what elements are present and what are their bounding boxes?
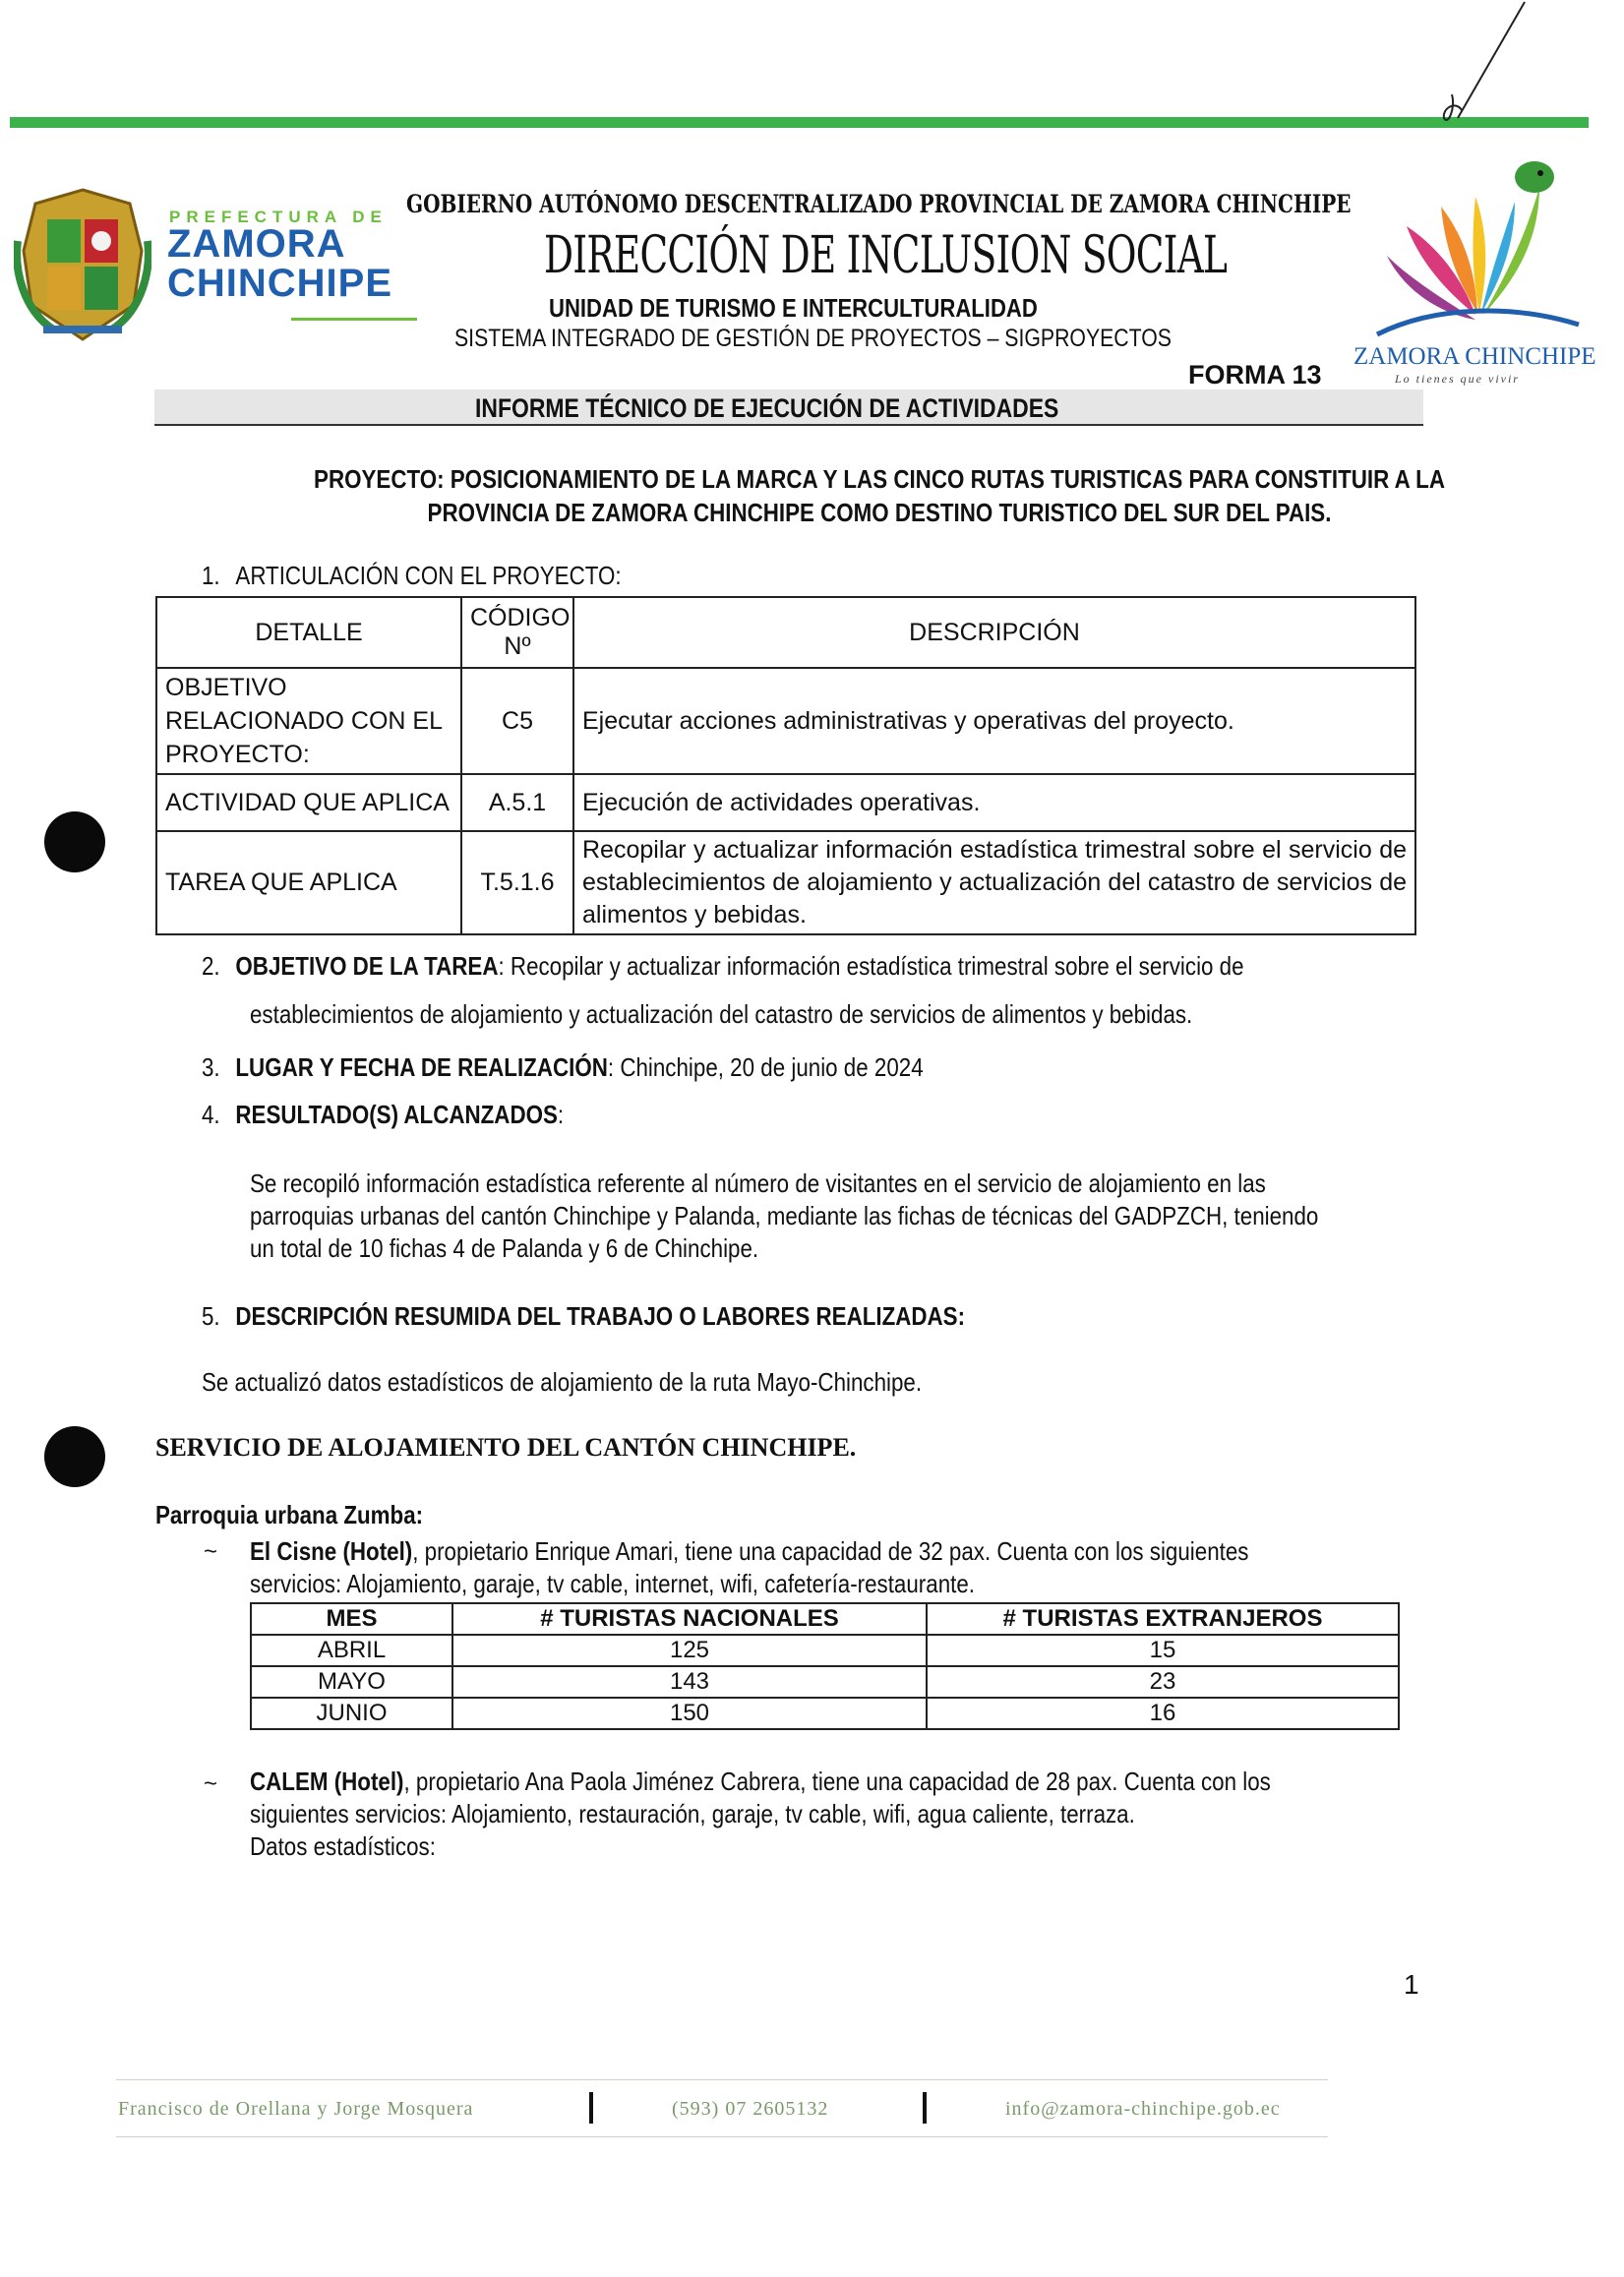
header-detalle: DETALLE	[156, 597, 461, 668]
footer-address: Francisco de Orellana y Jorge Mosquera	[118, 2098, 474, 2120]
brand-tagline: Lo tienes que vivir	[1395, 372, 1520, 386]
section-4-colon: :	[557, 1100, 565, 1129]
signature-mark	[1397, 0, 1534, 138]
bullet-1: ~	[204, 1538, 218, 1565]
informe-title: INFORME TÉCNICO DE EJECUCIÓN DE ACTIVIDADES	[475, 393, 1059, 423]
header-mes: MES	[251, 1603, 452, 1635]
prefectura-name-line-2: CHINCHIPE	[167, 262, 393, 305]
sistema-title: SISTEMA INTEGRADO DE GESTIÓN DE PROYECTOS – SIGPROYECTOS	[454, 325, 1172, 352]
direccion-title: DIRECCIÓN DE INCLUSION SOCIAL	[544, 226, 1228, 285]
cell-mes: JUNIO	[251, 1698, 452, 1729]
cell-mes: ABRIL	[251, 1635, 452, 1666]
brand-name: ZAMORA CHINCHIPE	[1353, 343, 1596, 370]
row-descripcion: Recopilar y actualizar información estadística trimestral sobre el servicio de establecimientos de alojamiento y actualización del catastro de servicios de alimentos y bebidas.	[573, 831, 1415, 934]
footer-separator	[923, 2092, 927, 2124]
section-3-label: LUGAR Y FECHA DE REALIZACIÓN	[235, 1052, 608, 1082]
section-4-line-1: Se recopiló información estadística referente al número de visitantes en el servicio de alojamiento en las	[250, 1168, 1266, 1198]
page-number: 1	[1404, 1969, 1419, 2000]
hotel-1-name: El Cisne (Hotel)	[250, 1536, 413, 1566]
section-2-text-2: establecimientos de alojamiento y actualización del catastro de servicios de alimentos y bebidas.	[250, 999, 1193, 1029]
prefectura-underline	[291, 318, 417, 321]
cell-nacionales: 143	[452, 1666, 927, 1698]
gobierno-title: GOBIERNO AUTÓNOMO DESCENTRALIZADO PROVINCIAL DE ZAMORA CHINCHIPE	[406, 190, 1352, 218]
row-descripcion: Ejecución de actividades operativas.	[573, 774, 1415, 831]
cell-nacionales: 125	[452, 1635, 927, 1666]
row-codigo: T.5.1.6	[461, 831, 573, 934]
informe-rule	[154, 424, 1423, 426]
row-detalle: TAREA QUE APLICA	[156, 831, 461, 934]
table-row	[251, 1635, 1399, 1666]
section-4-number: 4.	[202, 1100, 220, 1129]
unidad-title: UNIDAD DE TURISMO E INTERCULTURALIDAD	[549, 293, 1038, 323]
section-1-heading	[202, 561, 622, 591]
bullet-2: ~	[204, 1770, 218, 1797]
prefectura-name-line-1: ZAMORA	[167, 222, 346, 266]
section-5	[202, 1301, 965, 1332]
proyecto-line-2: PROVINCIA DE ZAMORA CHINCHIPE COMO DESTINO TURISTICO DEL SUR DEL PAIS.	[427, 498, 1332, 527]
section-1-title: ARTICULACIÓN CON EL PROYECTO:	[235, 561, 622, 590]
footer-email: info@zamora-chinchipe.gob.ec	[1005, 2098, 1281, 2120]
table-row	[156, 774, 1415, 831]
header-codigo: CÓDIGO Nº	[461, 597, 573, 668]
cell-mes: MAYO	[251, 1666, 452, 1698]
hotel-2-name: CALEM (Hotel)	[250, 1767, 404, 1796]
section-5-label: DESCRIPCIÓN RESUMIDA DEL TRABAJO O LABORES REALIZADAS:	[235, 1301, 966, 1331]
section-2-text-1: : Recopilar y actualizar información estadística trimestral sobre el servicio de	[498, 951, 1244, 981]
stats-header-row	[251, 1603, 1399, 1635]
table-row	[156, 668, 1415, 774]
header-descripcion: DESCRIPCIÓN	[573, 597, 1415, 668]
table-row	[251, 1666, 1399, 1698]
section-4-label: RESULTADO(S) ALCANZADOS	[235, 1100, 558, 1129]
cell-extranjeros: 23	[927, 1666, 1399, 1698]
header-extranjeros: # TURISTAS EXTRANJEROS	[927, 1603, 1399, 1635]
hotel-1-stats-table	[250, 1602, 1400, 1730]
servicio-title: SERVICIO DE ALOJAMIENTO DEL CANTÓN CHINCHIPE.	[155, 1433, 857, 1462]
hotel-2-text: , propietario Ana Paola Jiménez Cabrera, tiene una capacidad de 28 pax. Cuenta con los	[403, 1767, 1271, 1796]
parroquia-title: Parroquia urbana Zumba:	[155, 1500, 424, 1529]
section-3-text: : Chinchipe, 20 de junio de 2024	[607, 1052, 924, 1082]
section-2	[202, 951, 1244, 982]
row-descripcion: Ejecutar acciones administrativas y operativas del proyecto.	[573, 668, 1415, 774]
hotel-1-line-2: servicios: Alojamiento, garaje, tv cable, internet, wifi, cafetería-restaurante.	[250, 1569, 975, 1598]
footer-rule-top	[116, 2079, 1328, 2080]
prefectura-label: PREFECTURA DE	[169, 208, 388, 226]
section-5-text: Se actualizó datos estadísticos de alojamiento de la ruta Mayo-Chinchipe.	[202, 1367, 923, 1397]
section-2-number: 2.	[202, 951, 220, 981]
section-4	[202, 1100, 564, 1130]
articulacion-table	[155, 596, 1416, 935]
table-row	[251, 1698, 1399, 1729]
hotel-1-line-1	[250, 1536, 1248, 1567]
footer-phone: (593) 07 2605132	[672, 2098, 829, 2120]
table-row	[156, 831, 1415, 934]
row-codigo: C5	[461, 668, 573, 774]
header-nacionales: # TURISTAS NACIONALES	[452, 1603, 927, 1635]
section-4-line-2: parroquias urbanas del cantón Chinchipe y Palanda, mediante las fichas de técnicas del GADPZCH, teniendo	[250, 1201, 1319, 1230]
header-green-bar	[10, 117, 1589, 128]
cell-extranjeros: 15	[927, 1635, 1399, 1666]
prefectura-name	[167, 224, 392, 303]
row-detalle: ACTIVIDAD QUE APLICA	[156, 774, 461, 831]
cell-extranjeros: 16	[927, 1698, 1399, 1729]
section-4-line-3: un total de 10 fichas 4 de Palanda y 6 de Chinchipe.	[250, 1233, 759, 1263]
section-5-number: 5.	[202, 1301, 220, 1331]
row-codigo: A.5.1	[461, 774, 573, 831]
row-detalle: OBJETIVO RELACIONADO CON EL PROYECTO:	[156, 668, 461, 774]
section-3-number: 3.	[202, 1052, 220, 1082]
hotel-2-line-2: siguientes servicios: Alojamiento, restauración, garaje, tv cable, wifi, agua caliente, terraza.	[250, 1799, 1135, 1828]
section-1-number: 1.	[202, 561, 220, 590]
coat-of-arms-icon	[14, 182, 151, 349]
zamora-chinchipe-brand-logo-icon	[1367, 148, 1589, 344]
proyecto-line-1: PROYECTO: POSICIONAMIENTO DE LA MARCA Y LAS CINCO RUTAS TURISTICAS PARA CONSTITUIR A LA	[314, 464, 1445, 494]
hotel-2-line-3: Datos estadísticos:	[250, 1831, 436, 1861]
footer-separator	[589, 2092, 593, 2124]
section-3	[202, 1052, 924, 1083]
table-header-row	[156, 597, 1415, 668]
footer-rule-bottom	[116, 2136, 1328, 2137]
forma-label: FORMA 13	[1188, 360, 1322, 389]
cell-nacionales: 150	[452, 1698, 927, 1729]
proyecto-title	[167, 462, 1592, 529]
punch-hole	[44, 1426, 105, 1487]
section-2-label: OBJETIVO DE LA TAREA	[235, 951, 499, 981]
punch-hole	[44, 811, 105, 872]
hotel-2-line-1	[250, 1767, 1271, 1797]
hotel-1-text: , propietario Enrique Amari, tiene una capacidad de 32 pax. Cuenta con los siguientes	[412, 1536, 1249, 1566]
